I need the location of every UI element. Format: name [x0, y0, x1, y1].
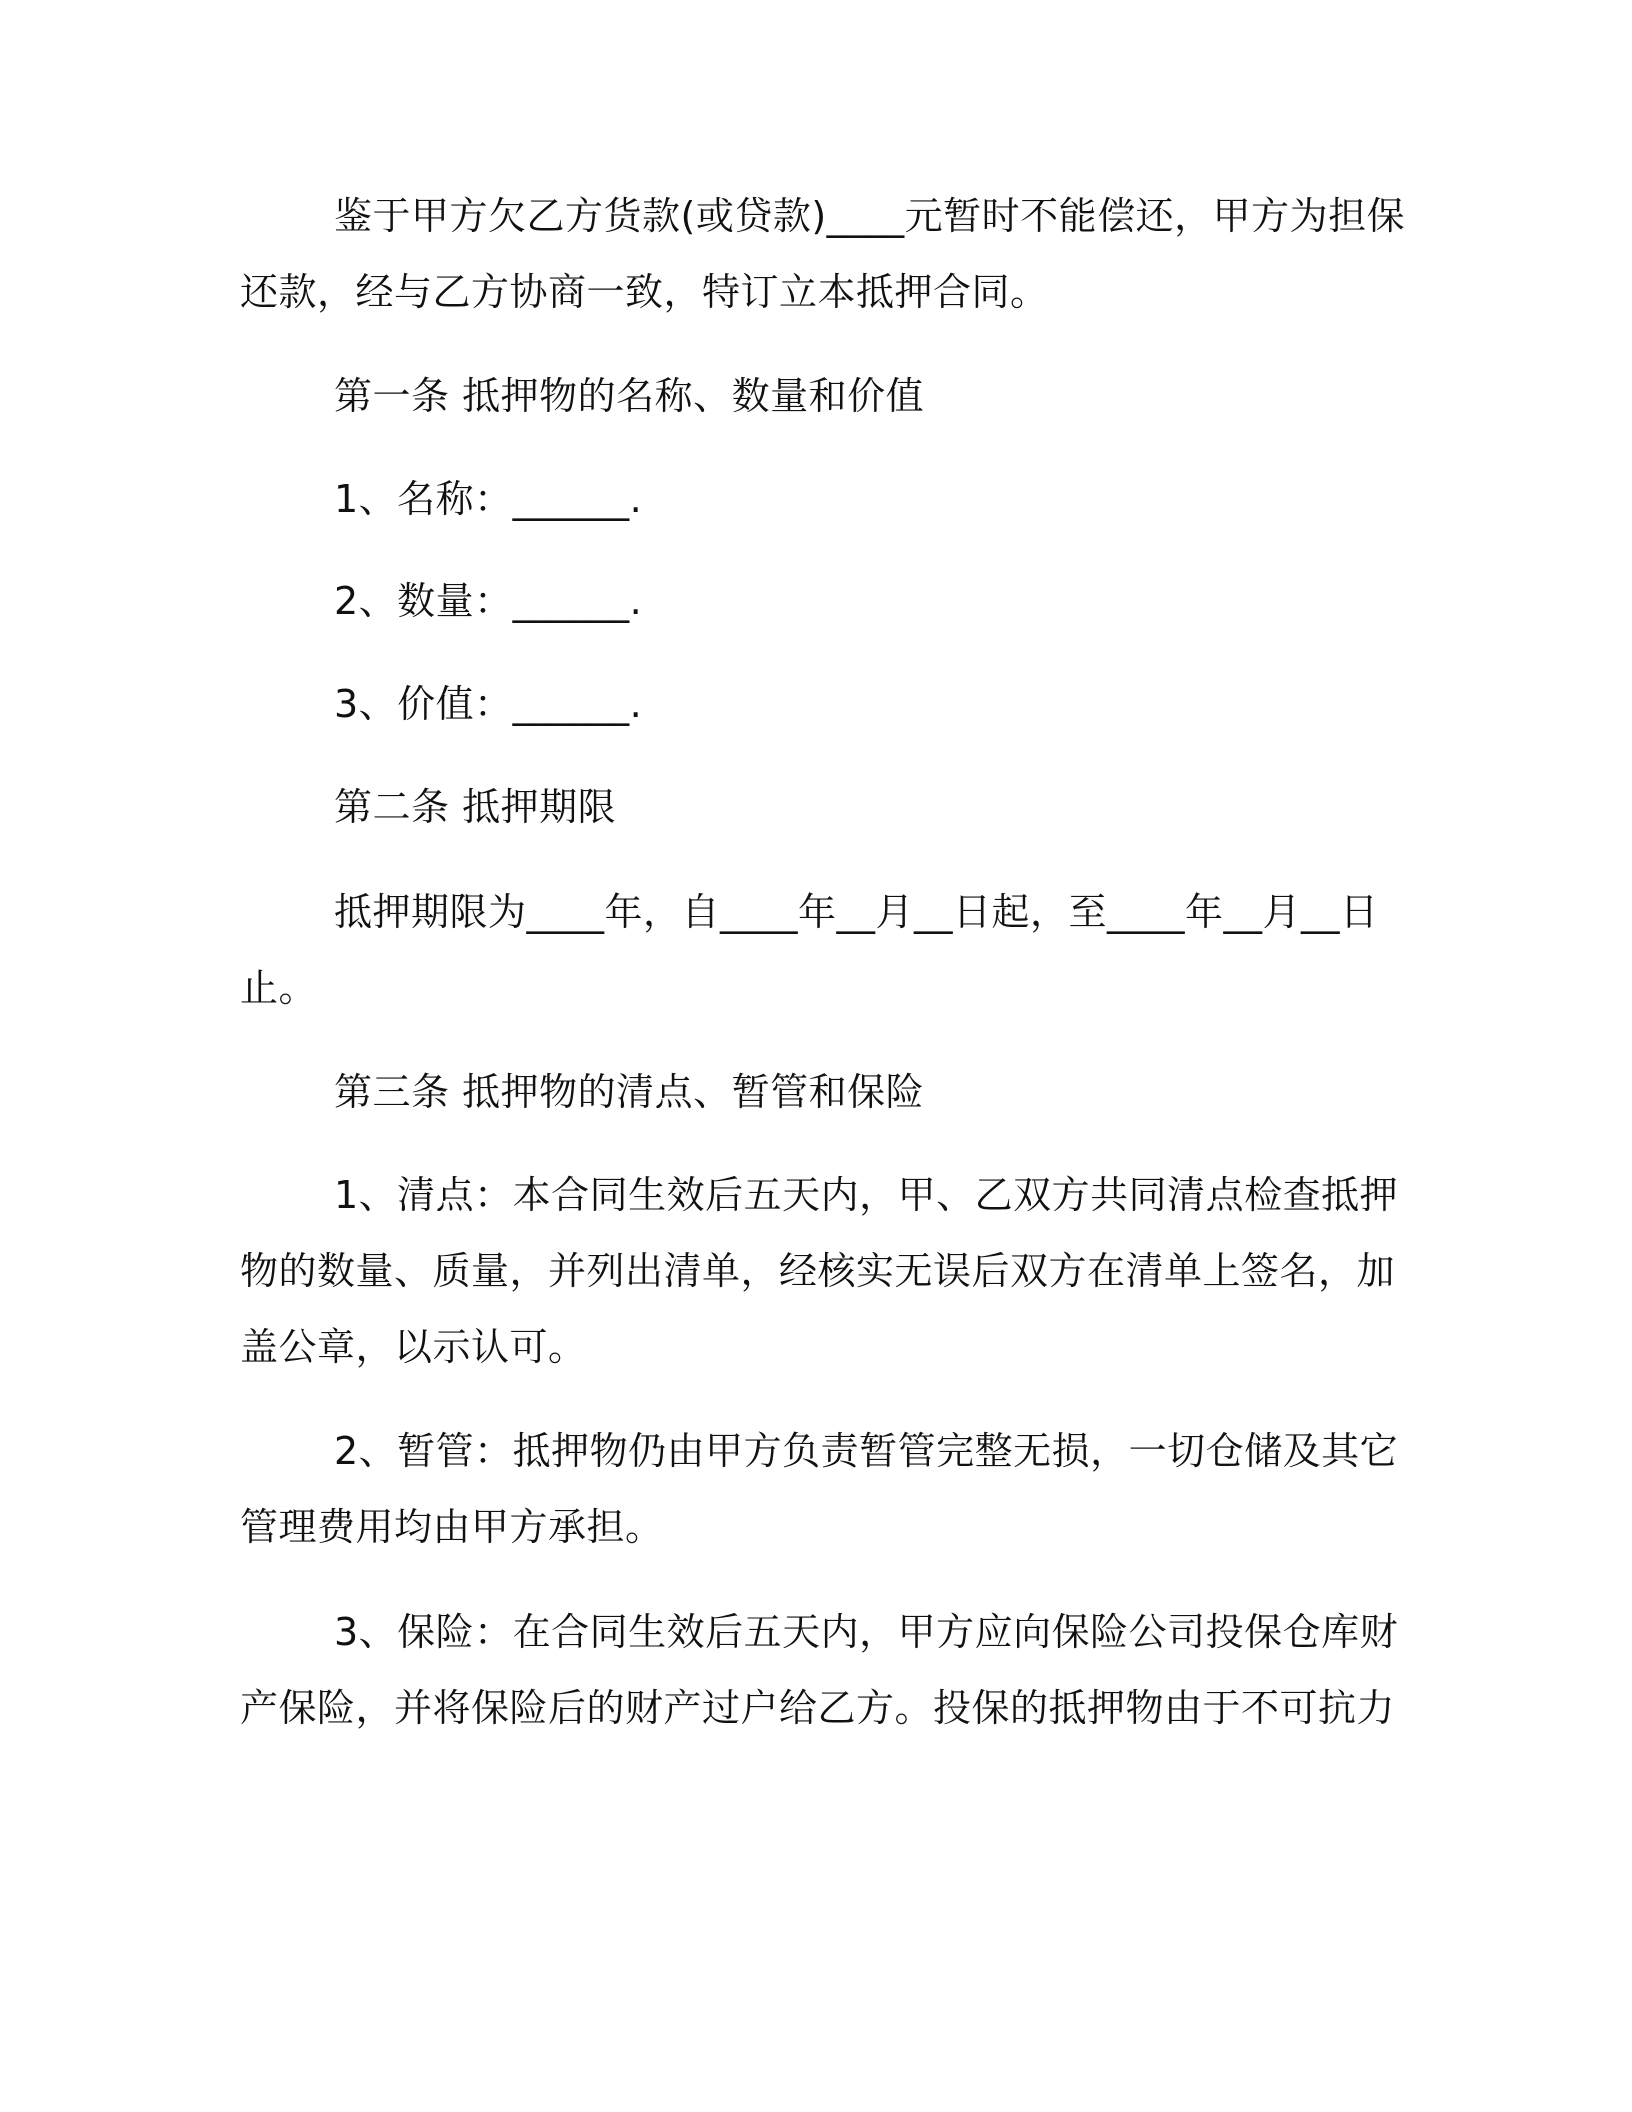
- article-1-heading: 第一条 抵押物的名称、数量和价值: [334, 374, 925, 418]
- article-2-term-line-1: 抵押期限为____年，自____年__月__日起，至____年__月__日: [334, 890, 1379, 934]
- article-3-heading: 第三条 抵押物的清点、暂管和保险: [334, 1070, 925, 1114]
- article-3-custody-line-1: 2、暂管：抵押物仍由甲方负责暂管完整无损，一切仓储及其它: [334, 1429, 1399, 1473]
- article-2-term-line-2: 止。: [240, 966, 318, 1010]
- article-3-inventory-line-1: 1、清点：本合同生效后五天内，甲、乙双方共同清点检查抵押: [334, 1173, 1399, 1217]
- article-3-inventory-line-3: 盖公章，以示认可。: [240, 1325, 587, 1369]
- article-1-item-name: 1、名称：______.: [334, 477, 643, 521]
- article-3-inventory-line-2: 物的数量、质量，并列出清单，经核实无误后双方在清单上签名，加: [240, 1249, 1396, 1293]
- article-1-item-value: 3、价值：______.: [334, 682, 643, 726]
- article-3-insurance-line-1: 3、保险：在合同生效后五天内，甲方应向保险公司投保仓库财: [334, 1610, 1399, 1654]
- article-3-insurance-line-2: 产保险，并将保险后的财产过户给乙方。投保的抵押物由于不可抗力: [240, 1686, 1396, 1730]
- article-2-heading: 第二条 抵押期限: [334, 785, 617, 829]
- article-3-custody-line-2: 管理费用均由甲方承担。: [240, 1505, 664, 1549]
- paragraph-intro-line-1: 鉴于甲方欠乙方货款(或贷款)____元暂时不能偿还，甲方为担保: [334, 194, 1406, 238]
- article-1-item-quantity: 2、数量：______.: [334, 579, 643, 623]
- paragraph-intro-line-2: 还款，经与乙方协商一致，特订立本抵押合同。: [240, 270, 1049, 314]
